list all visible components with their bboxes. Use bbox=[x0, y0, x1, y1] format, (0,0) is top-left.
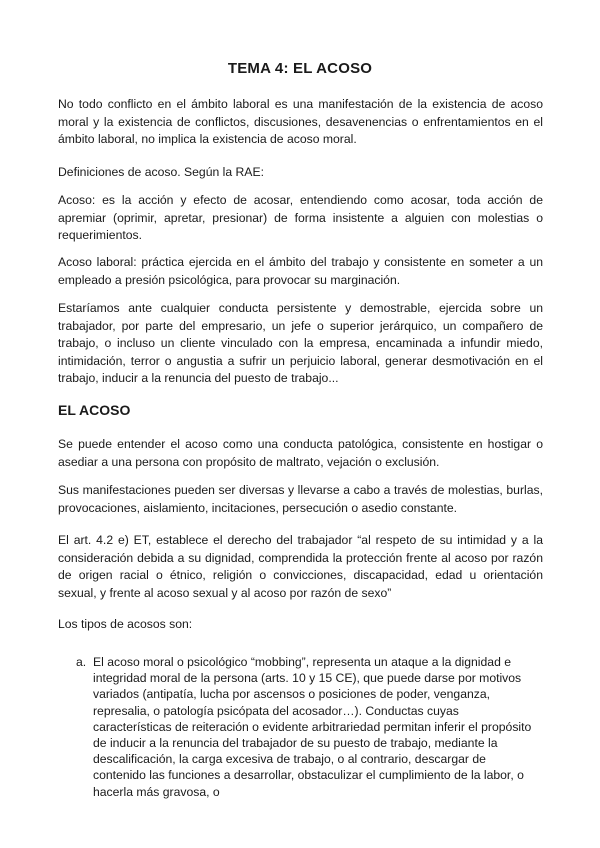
section-heading: EL ACOSO bbox=[58, 402, 131, 418]
paragraph-manifestaciones: Sus manifestaciones pueden ser diversas y llevarse a cabo a través de molestias, burlas, provocaciones, aislamiento, incitaciones, persecución o asedio constante. bbox=[58, 483, 543, 515]
list-item-text: El acoso moral o psicológico “mobbing”, representa un ataque a la dignidad e integridad moral de la persona (arts. 10 y 15 CE), que puede darse por motivos variados (antipatía, lucha por ascensos o posiciones de poder, venganza, represalia, o patología psicópata del acosador…). Conductas cuyas características de reiteración o evidente arbitrariedad permitan inferir el propósito de inducir a la renuncia del trabajador de su puesto de trabajo, mediante la descalificación, la carga excesiva de trabajo, o al contrario, descargar de contenido las funciones a desarrollar, obstaculizar el cumplimiento de la labor, o hacerla más gravosa, o bbox=[93, 655, 532, 799]
page-title: TEMA 4: EL ACOSO bbox=[227, 60, 373, 77]
paragraph-estariamos: Estaríamos ante cualquier conducta persistente y demostrable, ejercida sobre un trabajador, por parte del empresario, un jefe o superior jerárquico, un compañero de trabajo, o incluso un cliente vinculado con la empresa, encaminada a infundir miedo, intimidación, terror o angustia a sufrir un perjuicio laboral, generar desmotivación en el trabajo, inducir a la renuncia del puesto de trabajo... bbox=[58, 301, 543, 386]
definition-acoso-laboral: Acoso laboral: práctica ejercida en el ámbito del trabajo y consistente en someter a un empleado a presión psicológica, para provocar su marginación. bbox=[58, 255, 543, 287]
intro-paragraph: No todo conflicto en el ámbito laboral es una manifestación de la existencia de acoso moral y la existencia de conflictos, discusiones, desavenencias o enfrentamientos en el ámbito laboral, no implica la existencia de acoso moral. bbox=[58, 97, 543, 147]
definition-acoso: Acoso: es la acción y efecto de acosar, entendiendo como acosar, toda acción de apremiar (oprimir, apretar, presionar) de forma insistente a alguien con molestias o requerimientos. bbox=[58, 193, 543, 243]
paragraph-art: El art. 4.2 e) ET, establece el derecho del trabajador “al respeto de su intimidad y a la consideración debida a su dignidad, comprendida la protección frente al acoso por razón de origen racial o étnico, religión o convicciones, discapacidad, edad u orientación sexual, y frente al acoso sexual y al acoso por razón de sexo” bbox=[58, 533, 543, 600]
list-item bbox=[76, 654, 536, 800]
paragraph-se-puede: Se puede entender el acoso como una conducta patológica, consistente en hostigar o asediar a una persona con propósito de maltrato, vejación o exclusión. bbox=[58, 437, 543, 469]
definitions-heading: Definiciones de acoso. Según la RAE: bbox=[58, 165, 264, 179]
tipos-heading: Los tipos de acosos son: bbox=[58, 617, 193, 631]
list-marker: a. bbox=[76, 655, 87, 669]
